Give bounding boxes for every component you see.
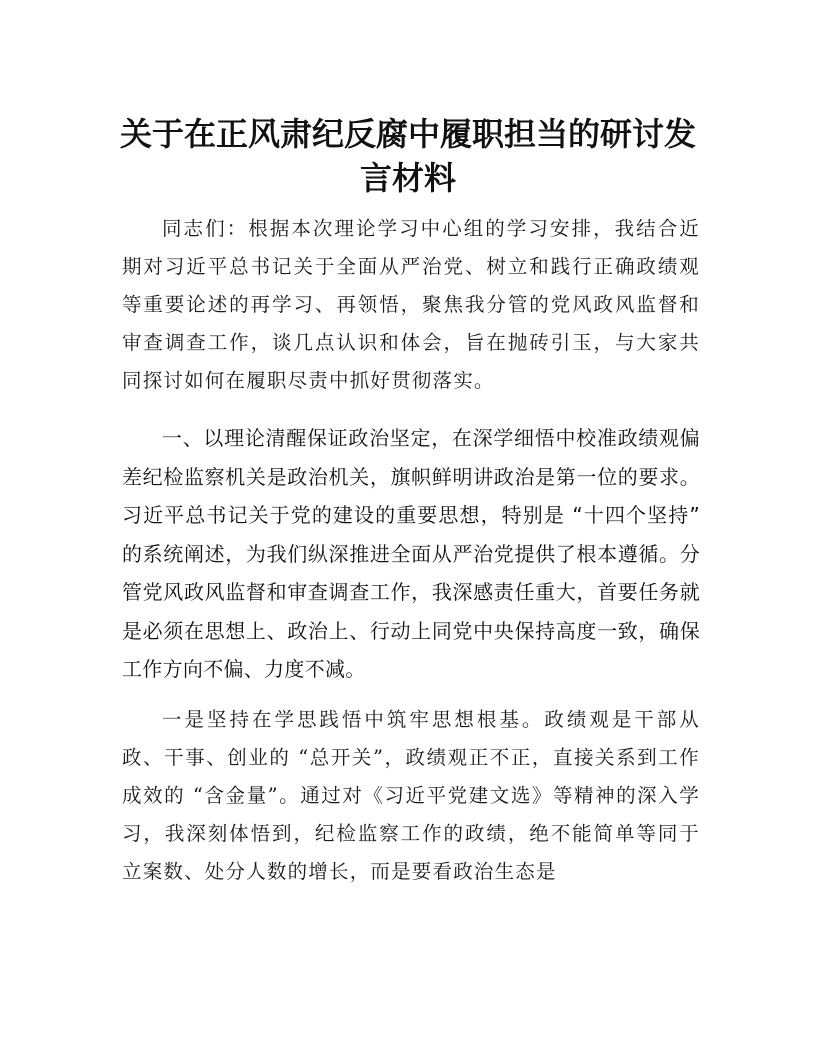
intro-paragraph: 同志们：根据本次理论学习中心组的学习安排，我结合近期对习近平总书记关于全面从严治党、树立和践行正确政绩观等重要论述的再学习、再领悟，聚焦我分管的党风政风监督和审查调查工作，谈几点认识和体会，旨在抛砖引玉，与大家共同探讨如何在履职尽责中抓好贯彻落实。 — [122, 217, 700, 392]
section-one-paragraph: 一、以理论清醒保证政治坚定，在深学细悟中校准政绩观偏差纪检监察机关是政治机关，旗帜鲜明讲政治是第一位的要求。习近平总书记关于党的建设的重要思想，特别是 “十四个坚持” 的系统阐述，为我们纵深推进全面从严治党提供了根本遵循。分管党风政风监督和审查调查工作，我深感责任重大，首要任务就是必须在思想上、政治上、行动上同党中央保持高度一致，确保工作方向不偏、力度不减。 — [122, 426, 700, 681]
point-one-paragraph: 一是坚持在学思践悟中筑牢思想根基。政绩观是干部从政、干事、创业的 “总开关”，政绩观正不正，直接关系到工作成效的 “含金量”。通过对《习近平党建文选》等精神的深入学习，我深刻体悟到，纪检监察工作的政绩，绝不能简单等同于立案数、处分人数的增长，而是要看政治生态是 — [122, 708, 700, 883]
document-title: 关于在正风肃纪反腐中履职担当的研讨发言材料 — [119, 115, 696, 197]
